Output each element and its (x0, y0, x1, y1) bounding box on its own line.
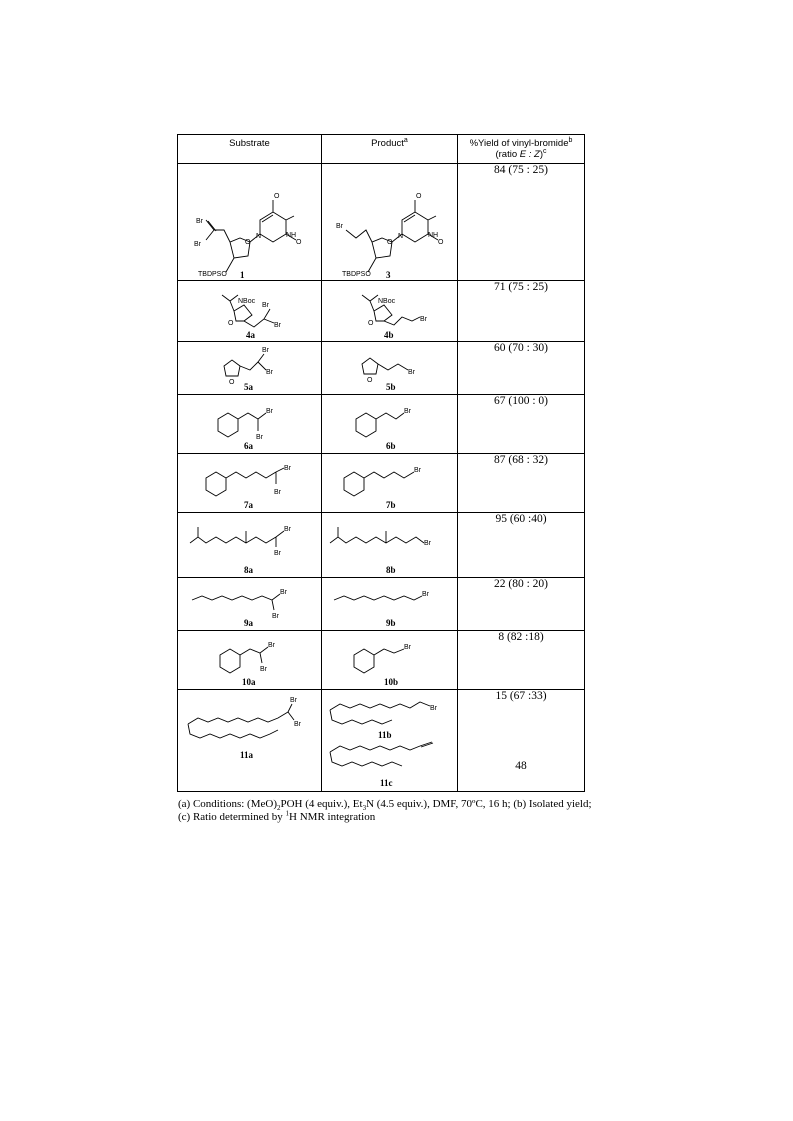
svg-text:Br: Br (290, 697, 297, 704)
svg-text:Br: Br (274, 489, 281, 496)
svg-text:Br: Br (284, 526, 291, 533)
product-cell (322, 690, 458, 792)
footnote-line-2: (c) Ratio determined by $^1$H NMR integration (178, 809, 376, 823)
svg-text:Br: Br (284, 465, 291, 472)
svg-text:Br: Br (266, 369, 273, 376)
compound-label: 10a (242, 677, 256, 687)
svg-text:Br: Br (260, 666, 267, 673)
svg-text:Br: Br (422, 591, 429, 598)
substrate-1-structure (178, 164, 322, 280)
yield-header: %Yield of vinyl-bromide$^b$ (ratio E : Z)$^c$ (458, 135, 585, 164)
substrate-11a-structure (178, 690, 322, 791)
svg-text:Br: Br (272, 613, 279, 620)
product-cell (322, 454, 458, 513)
table-row (178, 513, 585, 578)
svg-text:O: O (438, 239, 444, 246)
substrate-cell (178, 631, 322, 690)
product-cell (322, 342, 458, 395)
yield-cell (458, 690, 585, 792)
svg-text:Br: Br (424, 540, 431, 547)
table-row (178, 631, 585, 690)
table-row (178, 578, 585, 631)
product-cell (322, 281, 458, 342)
product-cell (322, 578, 458, 631)
table-row (178, 454, 585, 513)
footnote-line-1: (a) Conditions: $(MeO)_2POH$ (4 equiv.), $Et_3N$ (4.5 equiv.), DMF, 70ºC, 16 h; (b) Isolated yield; (178, 798, 592, 813)
product-cell (322, 513, 458, 578)
svg-text:Br: Br (256, 434, 263, 441)
svg-text:Br: Br (414, 467, 421, 474)
svg-text:Br: Br (294, 721, 301, 728)
compound-label: 11a (240, 750, 254, 760)
svg-text:Br: Br (336, 223, 343, 230)
product-cell (322, 631, 458, 690)
svg-text:Br: Br (266, 408, 273, 415)
substrate-cell (178, 164, 322, 281)
table-row (178, 164, 585, 281)
svg-text:Br: Br (420, 316, 427, 323)
product-header: Product$^a$ (322, 135, 458, 164)
svg-text:O: O (416, 193, 422, 200)
compound-label: 9a (244, 618, 253, 628)
substrate-cell (178, 513, 322, 578)
svg-text:O: O (296, 239, 302, 246)
substrate-cell (178, 690, 322, 792)
svg-text:NH: NH (286, 232, 297, 239)
svg-text:Br: Br (194, 241, 201, 248)
svg-text:O: O (228, 320, 234, 327)
product-cell (322, 164, 458, 281)
substrate-cell (178, 342, 322, 395)
yield-cell: 22 (80 : 20) (458, 578, 585, 631)
compound-label: 1 (240, 270, 245, 280)
yield-cell: 71 (75 : 25) (458, 281, 585, 342)
svg-text:O: O (245, 239, 251, 246)
svg-text:O: O (387, 239, 393, 246)
substrate-cell (178, 578, 322, 631)
yield-cell: 67 (100 : 0) (458, 395, 585, 454)
svg-text:O: O (229, 379, 235, 386)
product-3-structure (322, 164, 458, 280)
substrate-header: Substrate (178, 135, 322, 164)
product-cell (322, 395, 458, 454)
compound-label: 5a (244, 382, 253, 392)
table-row (178, 395, 585, 454)
svg-text:NBoc: NBoc (378, 298, 396, 305)
compound-label: 8a (244, 565, 253, 575)
table-row (178, 281, 585, 342)
compound-label: 4b (384, 330, 394, 340)
svg-text:Br: Br (404, 408, 411, 415)
svg-text:Br: Br (274, 550, 281, 557)
substrate-cell (178, 454, 322, 513)
footnotes (178, 798, 628, 824)
svg-text:N: N (398, 233, 404, 240)
svg-text:Br: Br (430, 705, 437, 712)
compound-label: 7a (244, 500, 253, 510)
svg-text:Br: Br (262, 347, 269, 354)
substrate-cell (178, 395, 322, 454)
svg-text:N: N (256, 233, 262, 240)
header-row (178, 135, 585, 164)
svg-text:Br: Br (274, 322, 281, 329)
svg-text:Br: Br (268, 642, 275, 649)
compound-label: 10b (384, 677, 399, 687)
svg-text:O: O (367, 377, 373, 384)
svg-text:Br: Br (404, 644, 411, 651)
svg-text:Br: Br (196, 218, 203, 225)
svg-text:Br: Br (408, 369, 415, 376)
yield-cell: 8 (82 :18) (458, 631, 585, 690)
yield-cell: 60 (70 : 30) (458, 342, 585, 395)
product-11b-11c-structure (322, 690, 458, 791)
yield-11b: 15 (67 :33) (495, 690, 547, 702)
compound-label: 7b (386, 500, 396, 510)
svg-text:NH: NH (428, 232, 439, 239)
compound-label: 4a (246, 330, 255, 340)
svg-text:O: O (368, 320, 374, 327)
substrate-cell (178, 281, 322, 342)
compound-label: 8b (386, 565, 396, 575)
compound-label: 11c (380, 778, 393, 788)
svg-text:Br: Br (280, 589, 287, 596)
compound-label: 3 (386, 270, 391, 280)
yield-cell: 87 (68 : 32) (458, 454, 585, 513)
compound-label: 6b (386, 441, 396, 451)
svg-text:TBDPSO: TBDPSO (198, 271, 227, 278)
yield-11c: 48 (515, 760, 527, 772)
compound-label: 9b (386, 618, 396, 628)
yield-cell: 84 (75 : 25) (458, 164, 585, 281)
compound-label: 5b (386, 382, 396, 392)
svg-text:TBDPSO: TBDPSO (342, 271, 371, 278)
table-row (178, 690, 585, 792)
table-row (178, 342, 585, 395)
svg-text:O: O (274, 193, 280, 200)
compound-label: 6a (244, 441, 253, 451)
reaction-table (177, 134, 585, 792)
compound-label: 11b (378, 730, 392, 740)
yield-cell: 95 (60 :40) (458, 513, 585, 578)
svg-text:NBoc: NBoc (238, 298, 256, 305)
svg-text:Br: Br (262, 302, 269, 309)
